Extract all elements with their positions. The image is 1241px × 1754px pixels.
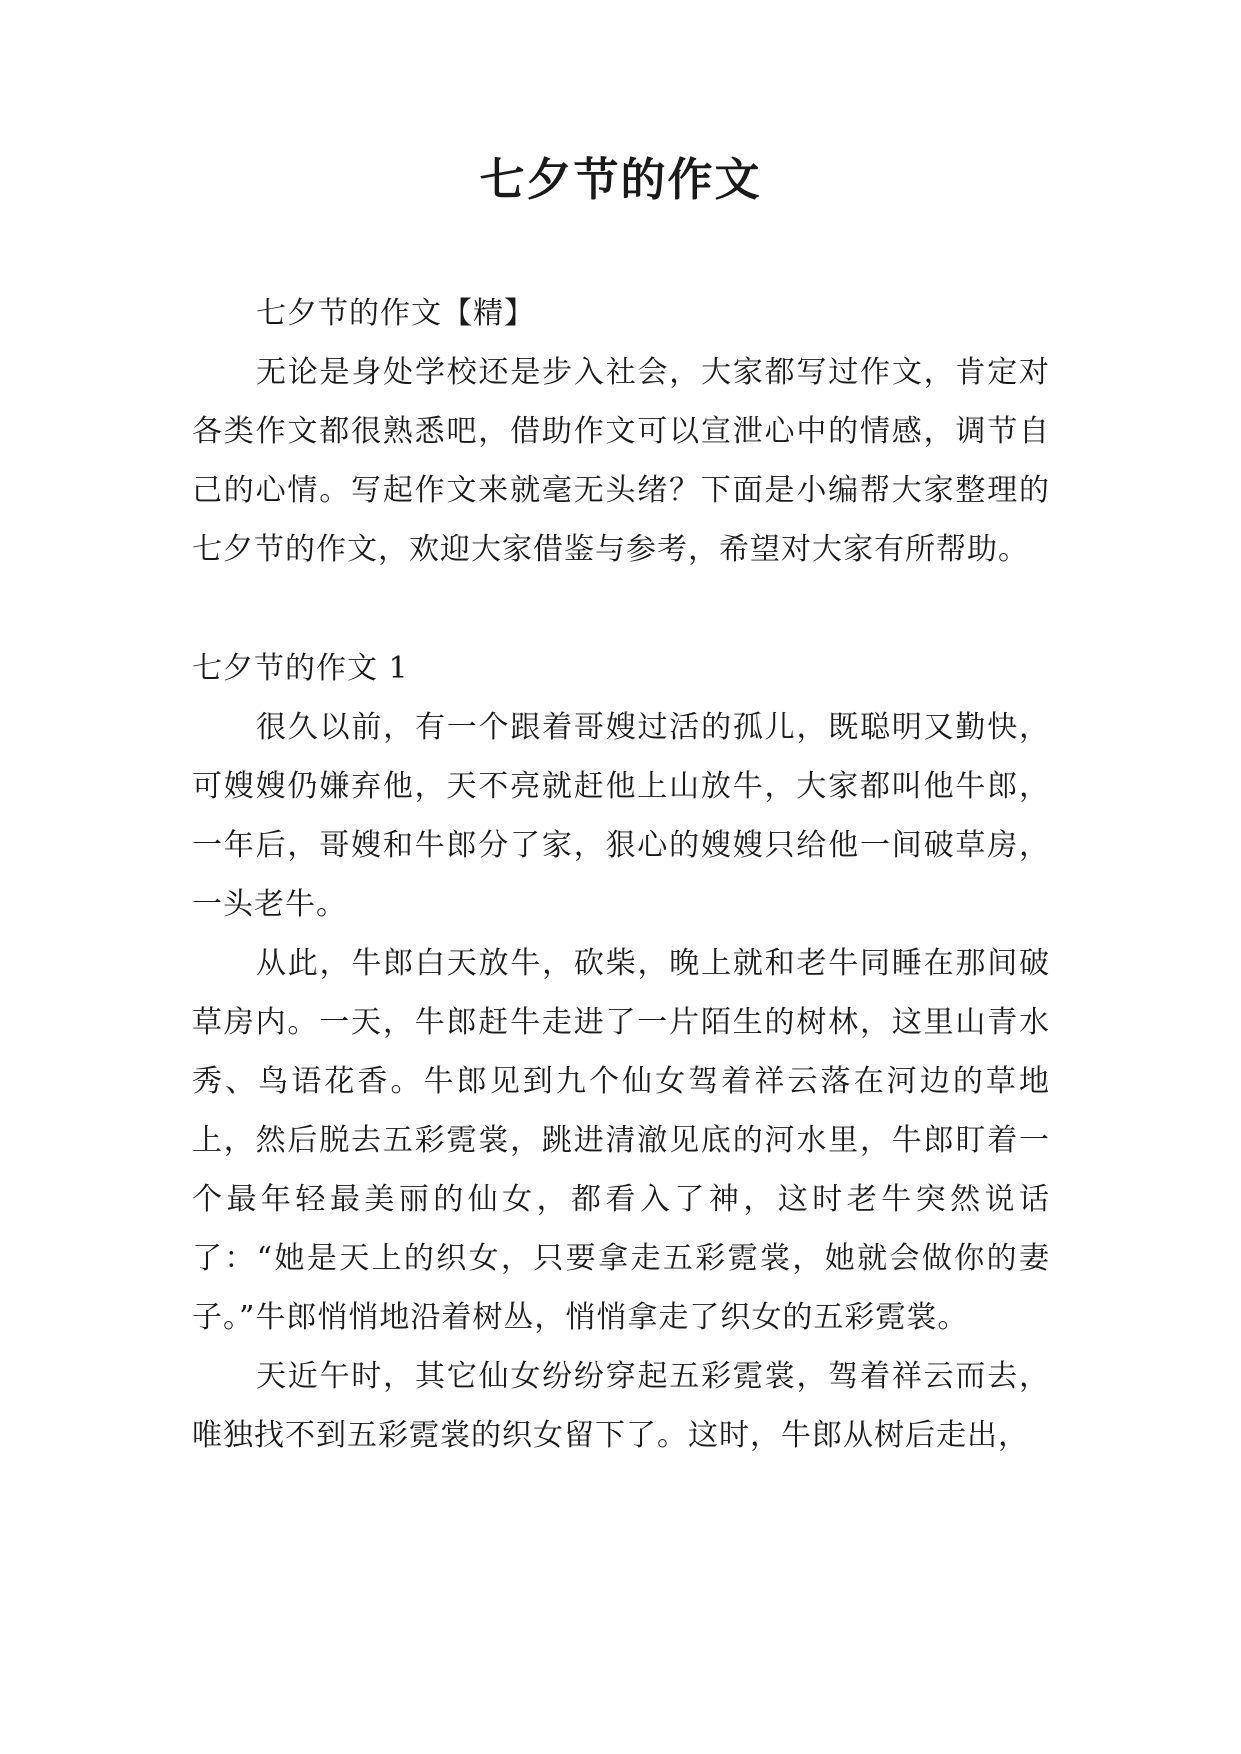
story-paragraph: 天近午时，其它仙女纷纷穿起五彩霓裳，驾着祥云而去，唯独找不到五彩霓裳的织女留下了。这时，牛郎从树后走出， [192,1359,1050,1453]
section-spacer [192,579,1050,639]
document-body [192,284,1050,1465]
document-title: 七夕节的作文 [479,153,762,206]
story-paragraph: 从此，牛郎白天放牛，砍柴，晚上就和老牛同睡在那间破草房内。一天，牛郎赶牛走进了一片陌生的树林，这里山青水秀、鸟语花香。牛郎见到九个仙女驾着祥云落在河边的草地上，然后脱去五彩霓裳，跳进清澈见底的河水里，牛郎盯着一个最年轻最美丽的仙女，都看入了神，这时老牛突然说话了：“她是天上的织女，只要拿走五彩霓裳，她就会做你的妻子。”牛郎悄悄地沿着树丛，悄悄拿走了织女的五彩霓裳。 [192,946,1050,1335]
story-paragraph: 很久以前，有一个跟着哥嫂过活的孤儿，既聪明又勤快，可嫂嫂仍嫌弃他，天不亮就赶他上山放牛，大家都叫他牛郎，一年后，哥嫂和牛郎分了家，狠心的嫂嫂只给他一间破草房，一头老牛。 [192,710,1050,922]
section-heading: 七夕节的作文 1 [192,651,409,686]
document-subtitle: 七夕节的作文【精】 [256,296,535,331]
intro-paragraph: 无论是身处学校还是步入社会，大家都写过作文，肯定对各类作文都很熟悉吧，借助作文可以宣泄心中的情感，调节自己的心情。写起作文来就毫无头绪？下面是小编帮大家整理的七夕节的作文，欢迎大家借鉴与参考，希望对大家有所帮助。 [192,355,1050,567]
